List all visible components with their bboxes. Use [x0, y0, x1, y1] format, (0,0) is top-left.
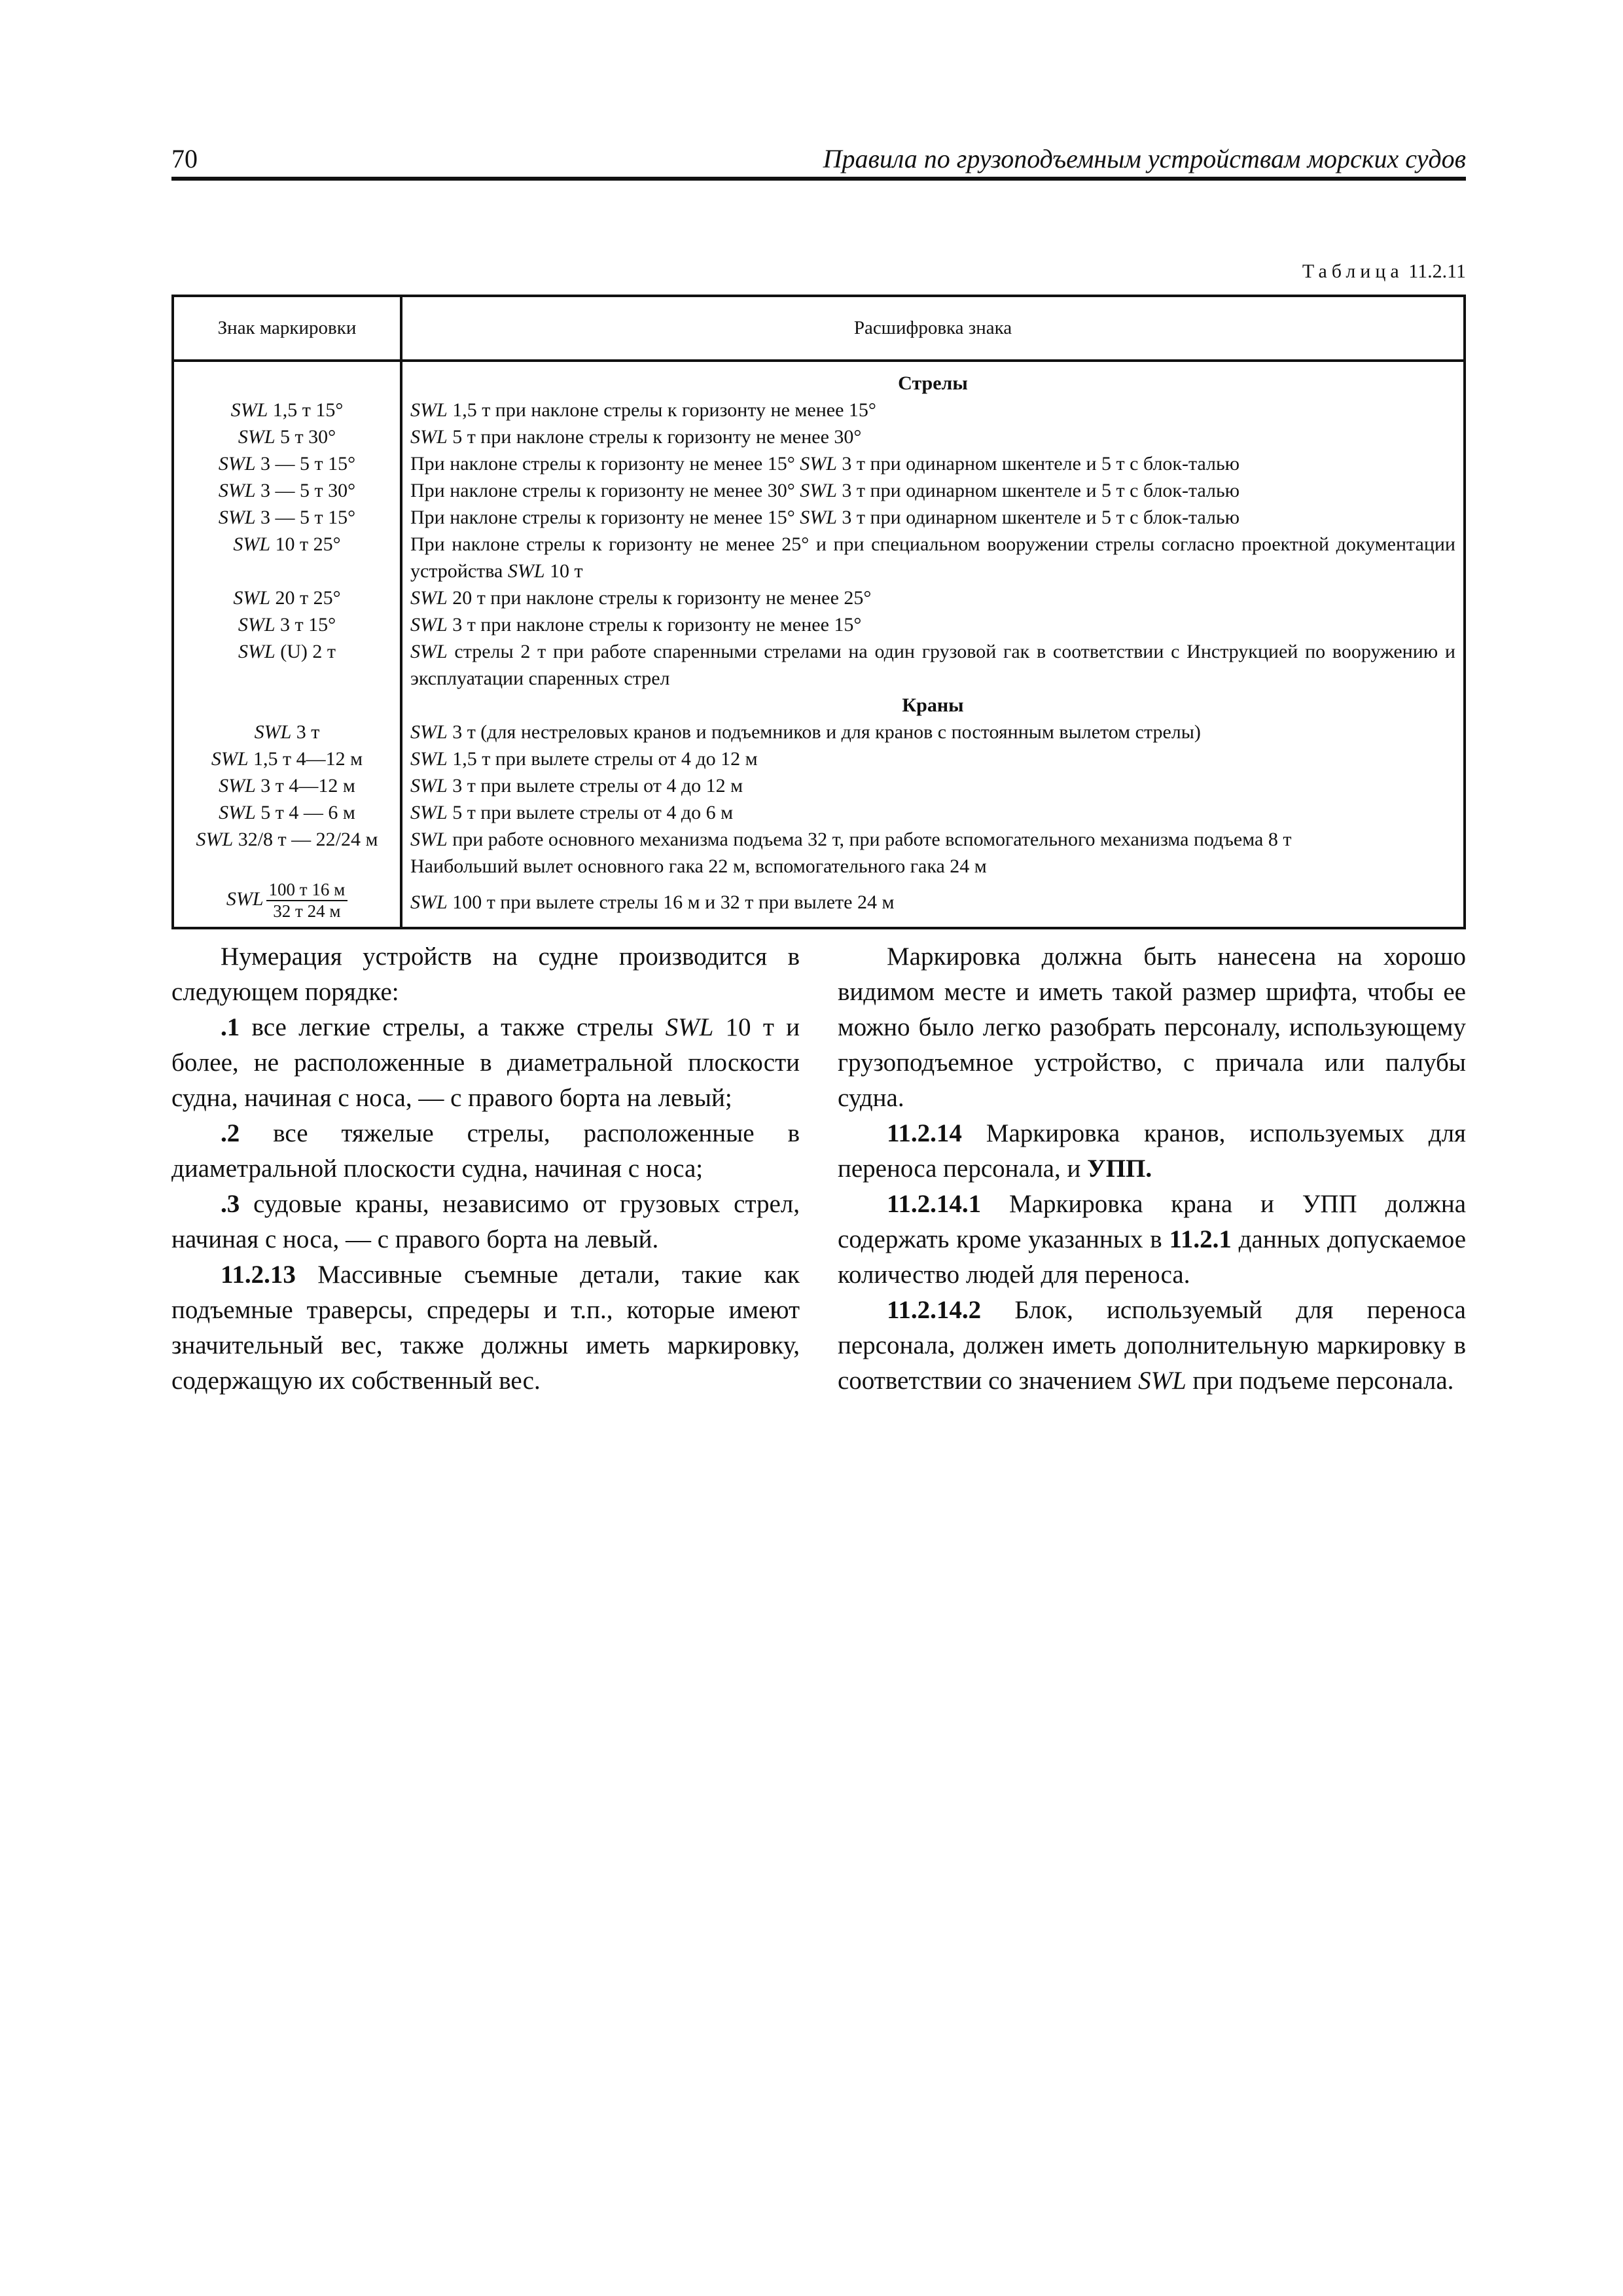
signs-cell	[173, 361, 401, 928]
sign-blank	[177, 558, 397, 584]
decode-row: SWL 5 т при вылете стрелы от 4 до 6 м	[410, 802, 734, 823]
paragraph: 11.2.13 Массивные съемные детали, такие как подъемные траверсы, спредеры и т.п., которые имеют значительный вес, также должны иметь маркировку, содержащую их собственный вес.	[171, 1261, 800, 1395]
decode-row: SWL при работе основного механизма подъема 32 т, при работе вспомогательного механизма подъема 8 т	[410, 829, 1292, 850]
marking-table	[171, 295, 1466, 929]
sign-row: SWL 32/8 т — 22/24 м	[196, 829, 378, 850]
sign-row: SWL 20 т 25°	[233, 587, 341, 609]
sign-row: SWL 3 т 4—12 м	[219, 775, 355, 797]
table-caption-number: 11.2.11	[1408, 260, 1466, 282]
sign-blank	[177, 370, 397, 397]
decode-row: SWL 1,5 т при вылете стрелы от 4 до 12 м	[410, 748, 758, 770]
decode-row: При наклоне стрелы к горизонту не менее 15° SWL 3 т при одинарном шкентеле и 5 т с блок-талью	[410, 507, 1240, 528]
right-text-column	[838, 939, 1466, 1399]
decode-row: При наклоне стрелы к горизонту не менее 30° SWL 3 т при одинарном шкентеле и 5 т с блок-талью	[410, 480, 1240, 501]
decode-row: SWL 3 т при наклоне стрелы к горизонту не менее 15°	[410, 614, 862, 636]
page-header	[171, 141, 1466, 177]
sign-row: SWL 10 т 25°	[233, 533, 341, 555]
running-title: Правила по грузоподъемным устройствам морских судов	[823, 144, 1466, 173]
sign-row: SWL 3 т 15°	[238, 614, 336, 636]
sign-blank	[177, 665, 397, 692]
sign-row: SWL (U) 2 т	[238, 641, 336, 662]
decode-row: SWL 1,5 т при наклоне стрелы к горизонту не менее 15°	[410, 399, 876, 421]
sign-row: SWL 3 т	[254, 721, 320, 743]
paragraph: Нумерация устройств на судне производится в следующем порядке:	[171, 942, 800, 1006]
section-heading-cranes: Краны	[902, 694, 964, 716]
sign-row: SWL 3 — 5 т 30°	[218, 480, 356, 501]
paragraph: .2 все тяжелые стрелы, расположенные в диаметральной плоскости судна, начиная с носа;	[171, 1119, 800, 1183]
paragraph: 11.2.14.2 Блок, используемый для переноса персонала, должен иметь дополнительную маркировку в соответствии со значением SWL при подъеме персонала.	[838, 1296, 1466, 1395]
section-heading-booms: Стрелы	[898, 372, 968, 394]
left-text-column	[171, 939, 800, 1399]
decode-row: SWL 3 т при вылете стрелы от 4 до 12 м	[410, 775, 743, 797]
sign-row: SWL 1,5 т 15°	[230, 399, 344, 421]
table-header-row	[173, 296, 1465, 361]
sign-row: SWL 3 — 5 т 15°	[218, 507, 356, 528]
page-number: 70	[171, 144, 198, 173]
paragraph: 11.2.14.1 Маркировка крана и УПП должна содержать кроме указанных в 11.2.1 данных допускаемое количество людей для переноса.	[838, 1190, 1467, 1289]
decode-row: При наклоне стрелы к горизонту не менее 15° SWL 3 т при одинарном шкентеле и 5 т с блок-талью	[410, 453, 1240, 475]
table-caption-word: Таблица	[1302, 260, 1404, 282]
decodes-cell	[401, 361, 1465, 928]
table-caption	[1302, 260, 1466, 283]
header-rule	[171, 177, 1466, 181]
decode-row: Наибольший вылет основного гака 22 м, вспомогательного гака 24 м	[410, 855, 987, 877]
sign-row: SWL 5 т 4 — 6 м	[219, 802, 355, 823]
table-body-row	[173, 361, 1465, 928]
decode-row: SWL 100 т при вылете стрелы 16 м и 32 т при вылете 24 м	[410, 891, 895, 913]
paragraph: .3 судовые краны, независимо от грузовых стрел, начиная с носа, — с правого борта на левый.	[171, 1190, 800, 1253]
sign-blank	[177, 692, 397, 719]
section-heading: 11.2.14 Маркировка кранов, используемых для переноса персонала, и УПП.	[838, 1119, 1466, 1183]
sign-row: SWL 3 — 5 т 15°	[218, 453, 356, 475]
sign-row: SWL 5 т 30°	[238, 426, 336, 448]
decode-row: SWL 20 т при наклоне стрелы к горизонту не менее 25°	[410, 587, 872, 609]
col-header-decode: Расшифровка знака	[401, 296, 1465, 361]
sign-row: SWL 1,5 т 4—12 м	[211, 748, 363, 770]
decode-row: SWL 3 т (для нестреловых кранов и подъемников и для кранов с постоянным вылетом стрелы)	[410, 721, 1201, 743]
col-header-sign: Знак маркировки	[173, 296, 401, 361]
decode-row: SWL 5 т при наклоне стрелы к горизонту не менее 30°	[410, 426, 862, 448]
sign-blank	[177, 853, 397, 880]
decode-row: При наклоне стрелы к горизонту не менее 25° и при специальном вооружении стрелы согласно проектной документации устройства SWL 10 т	[410, 533, 1455, 582]
decode-row: SWL стрелы 2 т при работе спаренными стрелами на один грузовой гак в соответствии с Инструкцией по вооружению и эксплуатации спаренных стрел	[410, 641, 1455, 689]
paragraph: Маркировка должна быть нанесена на хорошо видимом месте и иметь такой размер шрифта, чтобы ее можно было легко разобрать персоналу, использующему грузоподъемное устройство, с причала или палубы судна.	[838, 942, 1466, 1112]
swl-fraction: $\frac{100 т 16 м}{32 т 24 м}$	[266, 880, 348, 922]
paragraph: .1 все легкие стрелы, а также стрелы SWL 10 т и более, не расположенные в диаметральной плоскости судна, начиная с носа, — с правого борта на левый;	[171, 1013, 800, 1112]
sign-row-fraction: SWL $\frac{100 т 16 м}{32 т 24 м}$	[177, 880, 397, 922]
